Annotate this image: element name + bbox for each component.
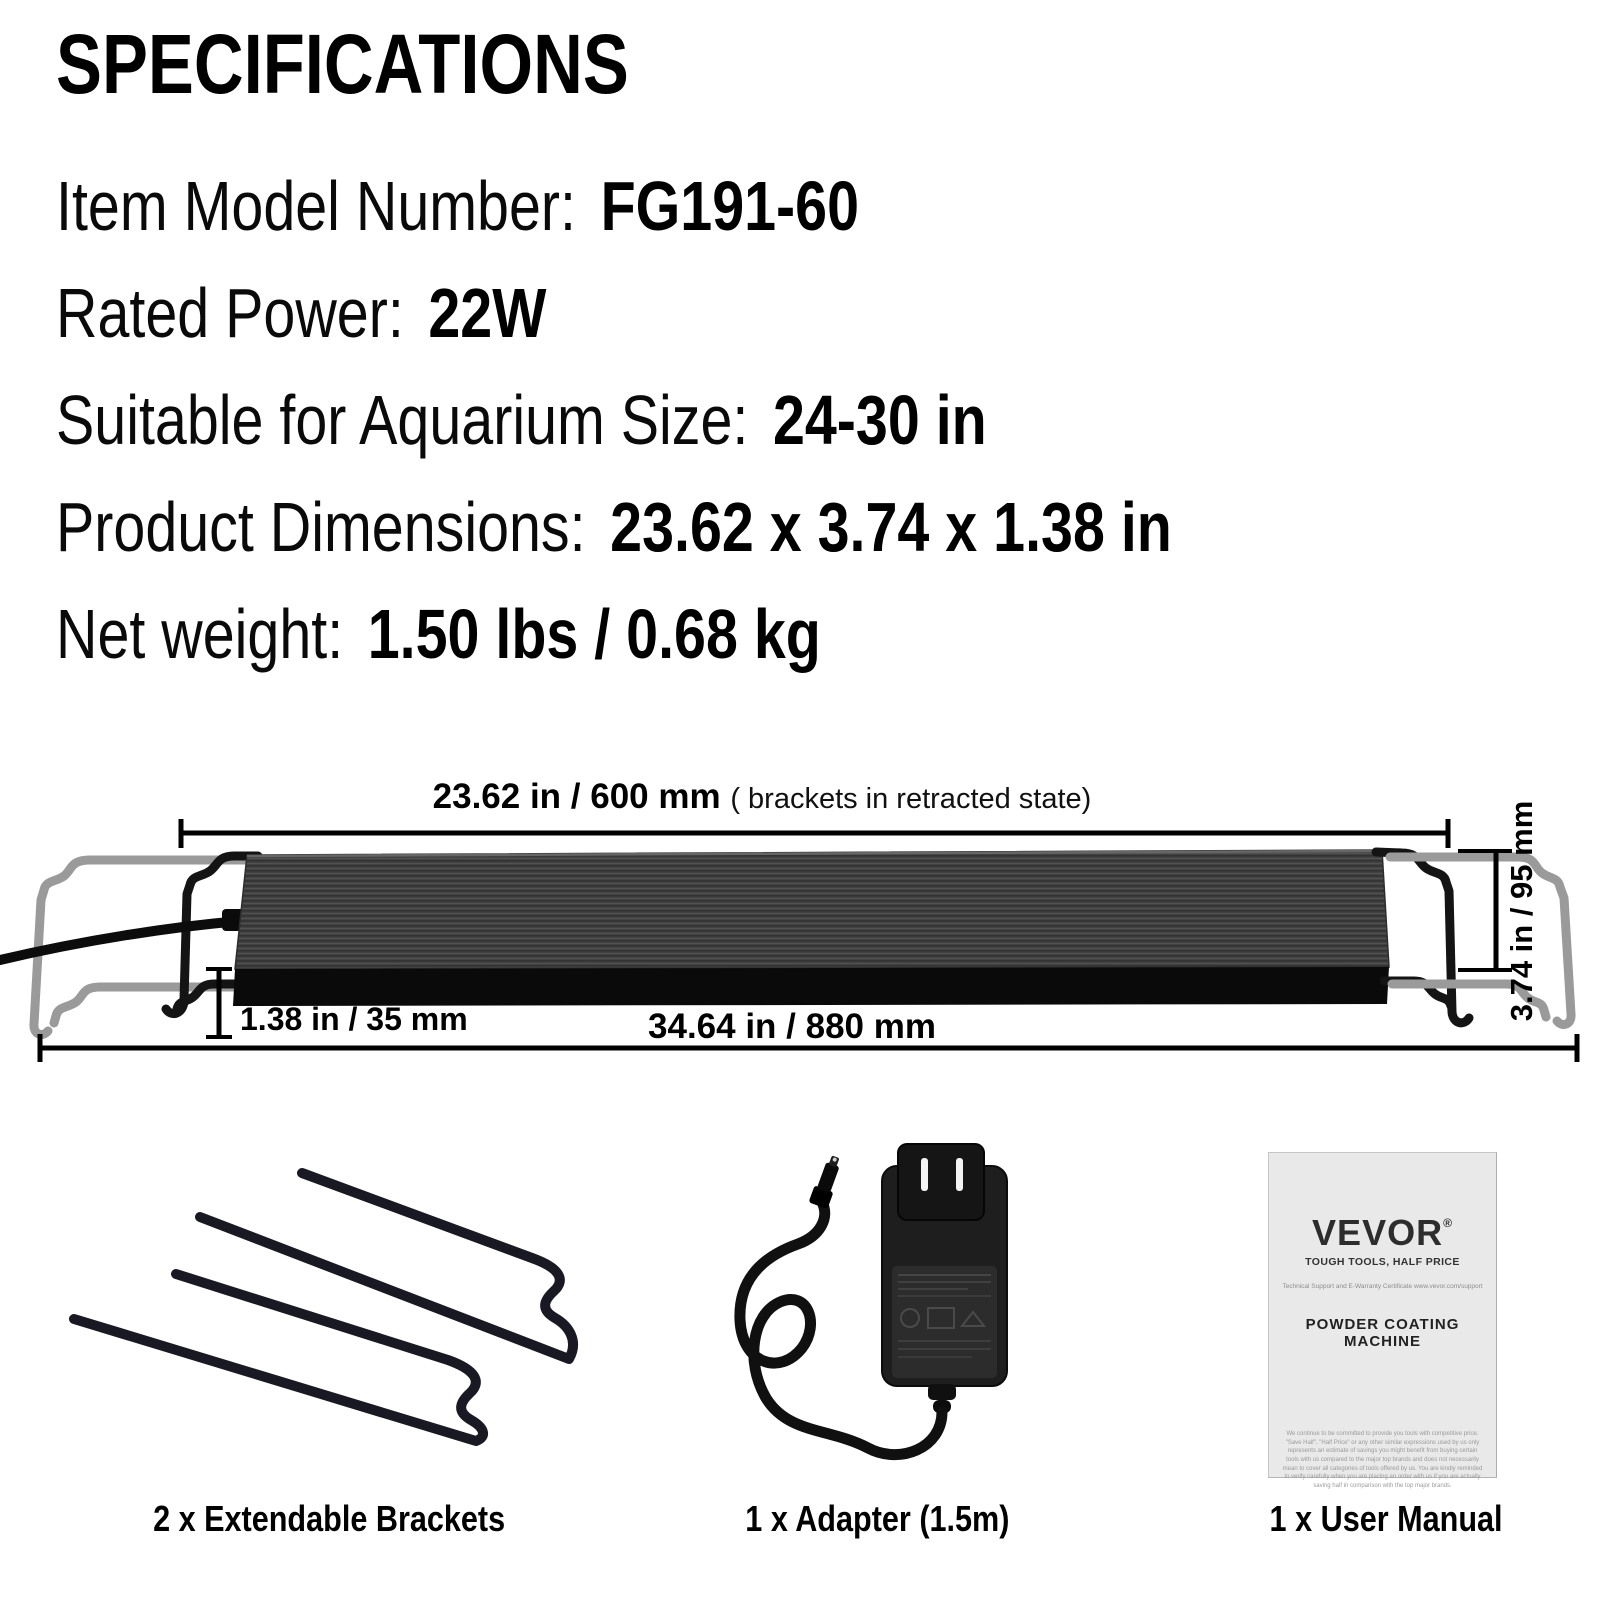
spec-value: 23.62 x 3.74 x 1.38 in (610, 488, 1172, 566)
spec-label: Rated Power: (56, 274, 404, 352)
top-dimension-label: 23.62 in / 600 mm ( brackets in retracted state) (432, 777, 1092, 816)
right-bracket-extended (1390, 857, 1571, 1025)
plug-prong-left (921, 1158, 928, 1191)
lamp-body (233, 850, 1389, 1006)
spec-row-power (56, 273, 546, 353)
spec-row-weight (56, 594, 821, 674)
bracket-wire-back (200, 1173, 573, 1359)
height-dimension-label: 1.38 in / 35 mm (240, 1001, 468, 1037)
plug-tab (898, 1144, 984, 1220)
spec-label: Product Dimensions: (56, 488, 586, 566)
side-dimension-label: 3.74 in / 95 mm (1504, 800, 1539, 1022)
spec-label: Suitable for Aquarium Size: (56, 381, 749, 459)
bottom-dimension-label: 34.64 in / 880 mm (648, 1007, 936, 1046)
spec-value: FG191-60 (600, 167, 860, 245)
dimension-diagram (0, 760, 1600, 1080)
caption-user-manual: 1 x User Manual (1269, 1498, 1503, 1539)
caption-adapter: 1 x Adapter (1.5m) (744, 1498, 1010, 1539)
extendable-brackets-image (40, 1120, 620, 1470)
right-bracket-retracted (1376, 852, 1469, 1023)
manual-product-title: POWDER COATING MACHINE (1305, 1316, 1460, 1350)
manual-disclaimer: We continue to be committed to provide you tools with competitive price. "Save Half", "Half Price" or any other similar expressions used by us only represents an estimate of savings you might benefit from buying certain tools with us compared to the major top brands and does not necessarily mean to cover all categories of tools offered by us. You are kindly reminded to verify carefully when you are placing an order with us if you are actually saving half in comparison with the top major brands. (1282, 1431, 1483, 1490)
lamp-top-face (235, 850, 1389, 969)
spec-label: Net weight: (56, 595, 344, 673)
spec-value: 1.50 lbs / 0.68 kg (367, 595, 821, 673)
spec-label: Item Model Number: (56, 167, 576, 245)
cable-boot (928, 1384, 956, 1400)
manual-support-line: Technical Support and E-Warranty Certificate www.vevor.com/support (1282, 1283, 1483, 1290)
power-adapter-image (700, 1118, 1060, 1480)
manual-tagline: TOUGH TOOLS, HALF PRICE (1305, 1256, 1460, 1268)
spec-row-model (56, 166, 859, 246)
spec-row-aquarium-size (56, 380, 987, 460)
spec-value: 22W (428, 274, 547, 352)
top-dimension (181, 777, 1448, 848)
plug-prong-right (956, 1158, 963, 1191)
vevor-logo: VEVOR® (1312, 1212, 1453, 1253)
spec-row-dimensions (56, 487, 1172, 567)
user-manual-image (1268, 1152, 1497, 1490)
spec-value: 24-30 in (772, 381, 987, 459)
caption-extendable-brackets: 2 x Extendable Brackets (153, 1498, 506, 1539)
dc-plug (809, 1153, 846, 1209)
registered-mark: ® (1443, 1216, 1453, 1230)
adapter-label (892, 1266, 997, 1378)
page-title: SPECIFICATIONS (56, 17, 629, 111)
